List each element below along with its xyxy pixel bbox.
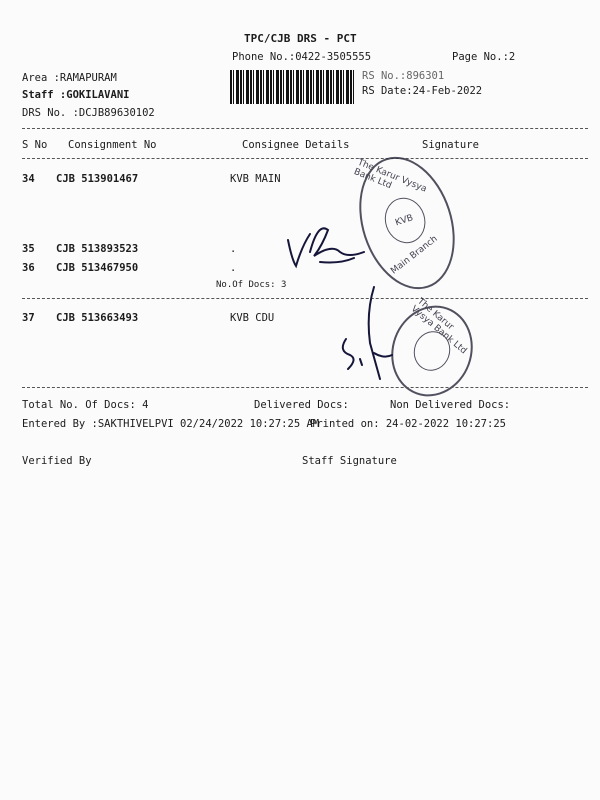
drs-number: DRS No. :DCJB89630102 (22, 107, 155, 119)
row-consignment: CJB 513893523 (56, 243, 139, 255)
phone-number: Phone No.:0422-3505555 (232, 51, 372, 63)
bank-stamp: The Karur Vysya Bank Ltd (379, 294, 486, 408)
row-consignment: CJB 513663493 (56, 312, 139, 324)
document-title: TPC/CJB DRS - PCT (244, 32, 357, 45)
row-consignment: CJB 513467950 (56, 262, 139, 274)
signature-scribble (280, 212, 380, 282)
rs-number: RS No.:896301 (362, 70, 445, 82)
divider (22, 128, 588, 129)
staff-label: Staff :GOKILAVANI (22, 89, 130, 101)
col-header-consignee: Consignee Details (242, 139, 350, 151)
row-consignee: KVB CDU (230, 312, 275, 324)
verified-by: Verified By (22, 455, 92, 467)
col-header-signature: Signature (422, 139, 479, 151)
group-doc-count: No.Of Docs: 3 (216, 280, 287, 290)
row-consignment: CJB 513901467 (56, 173, 139, 185)
delivered-docs: Delivered Docs: (254, 399, 349, 411)
divider (22, 158, 588, 159)
staff-signature: Staff Signature (302, 455, 397, 467)
bank-stamp: The Karur Vysya Bank Ltd KVB Main Branch (343, 144, 471, 301)
row-consignee: KVB MAIN (230, 173, 281, 185)
row-sno: 34 (22, 173, 35, 185)
col-header-consignment: Consignment No (68, 139, 157, 151)
total-docs: Total No. Of Docs: 4 (22, 399, 149, 411)
area-label: Area :RAMAPURAM (22, 72, 117, 84)
signature-scribble (330, 283, 400, 383)
row-consignee: . (230, 262, 237, 274)
non-delivered-docs: Non Delivered Docs: (390, 399, 511, 411)
row-consignee: . (230, 243, 237, 255)
barcode (230, 70, 356, 104)
col-header-sno: S No (22, 139, 48, 151)
entered-by: Entered By :SAKTHIVELPVI 02/24/2022 10:27:25 AM (22, 418, 320, 430)
printed-on: Printed on: 24-02-2022 10:27:25 (310, 418, 506, 430)
page-number: Page No.:2 (452, 51, 516, 63)
row-sno: 35 (22, 243, 35, 255)
row-sno: 37 (22, 312, 35, 324)
row-sno: 36 (22, 262, 35, 274)
rs-date: RS Date:24-Feb-2022 (362, 85, 483, 97)
divider (22, 298, 588, 299)
divider (22, 387, 588, 388)
